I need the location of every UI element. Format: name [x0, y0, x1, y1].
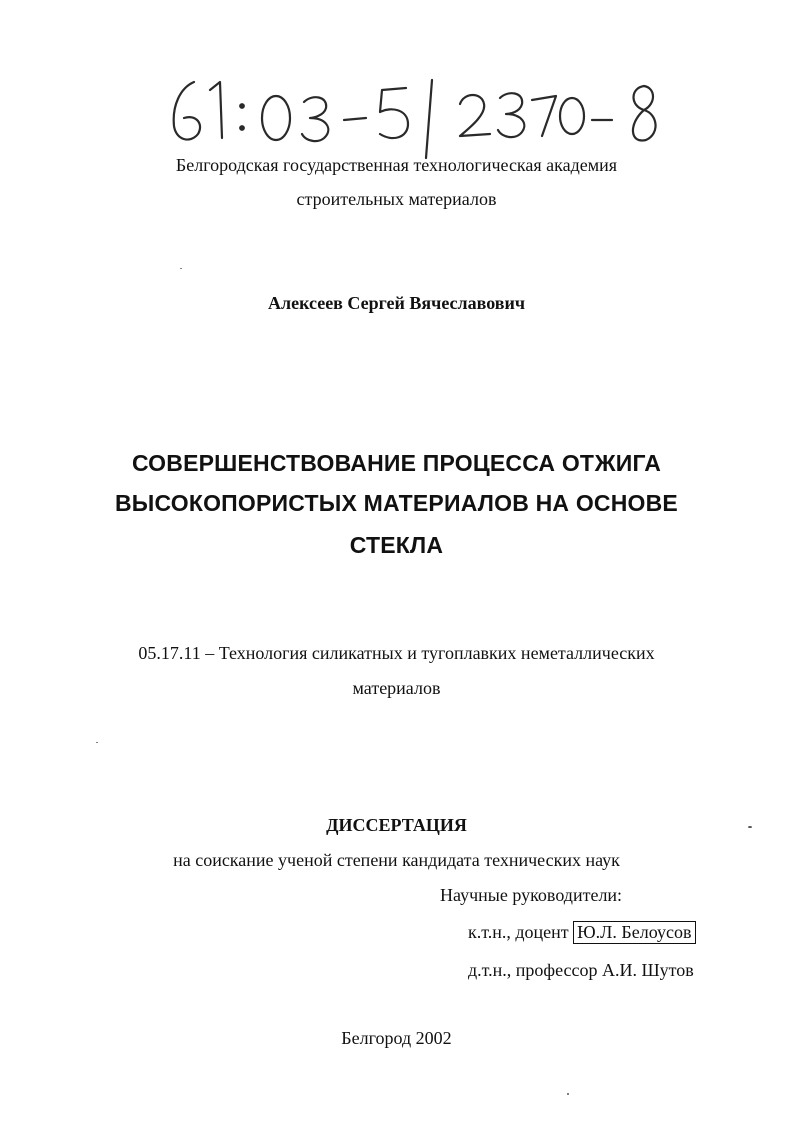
institution-line-2: строительных материалов — [296, 189, 497, 209]
specialty-line-2: материалов — [352, 678, 441, 698]
supervisor-1 — [468, 922, 696, 943]
handwritten-archive-number — [160, 70, 680, 160]
title-line-2: ВЫСОКОПОРИСТЫХ МАТЕРИАЛОВ НА ОСНОВЕ — [115, 490, 678, 516]
scan-speck — [96, 742, 98, 743]
scan-speck — [180, 268, 182, 269]
supervisor-1-title: к.т.н., доцент — [468, 922, 569, 942]
supervisors-heading: Научные руководители: — [440, 885, 623, 905]
scan-speck — [748, 826, 752, 828]
supervisor-2: д.т.н., профессор А.И. Шутов — [468, 960, 694, 980]
author-name: Алексеев Сергей Вячеславович — [267, 293, 526, 313]
supervisor-1-name-boxed: Ю.Л. Белоусов — [573, 921, 695, 944]
place-year: Белгород 2002 — [341, 1028, 452, 1048]
specialty-line-1: 05.17.11 – Технология силикатных и тугоплавких неметаллических — [138, 643, 655, 663]
title-line-3: СТЕКЛА — [349, 532, 444, 558]
scan-speck — [567, 1093, 569, 1095]
dissertation-heading: ДИССЕРТАЦИЯ — [326, 815, 467, 835]
dissertation-purpose: на соискание ученой степени кандидата технических наук — [173, 850, 620, 870]
institution-line-1: Белгородская государственная технологическая академия — [175, 155, 618, 175]
title-line-1: СОВЕРШЕНСТВОВАНИЕ ПРОЦЕССА ОТЖИГА — [131, 450, 662, 476]
